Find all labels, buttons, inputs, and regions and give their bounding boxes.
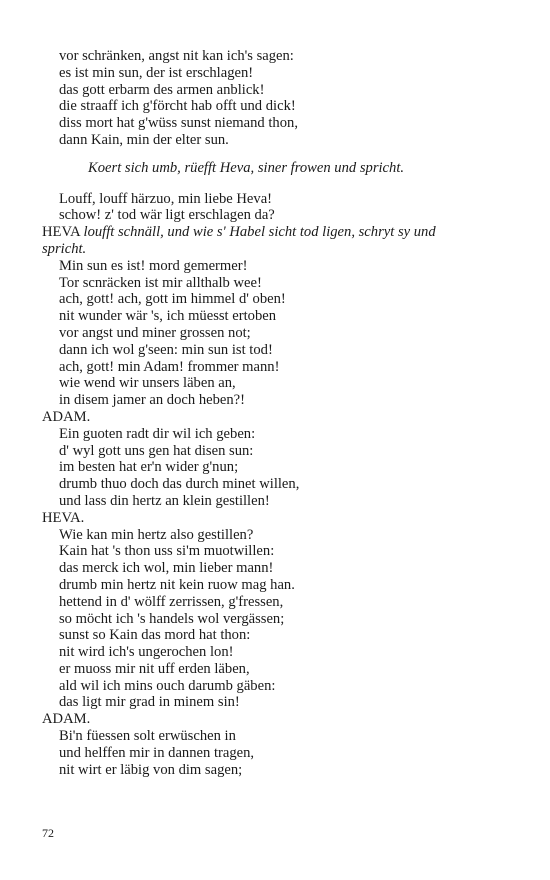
verse-line: so möcht ich 's handels wol vergässen; bbox=[59, 610, 285, 627]
verse-line: drumb thuo doch das durch minet willen, bbox=[59, 476, 300, 493]
verse-line: vor angst und miner grossen not; bbox=[59, 324, 251, 341]
verse-line: Tor scnräcken ist mir allthalb wee! bbox=[59, 274, 262, 291]
verse-block-5 bbox=[42, 527, 512, 712]
verse-line: Kain hat 's thon uss si'm muotwillen: bbox=[59, 543, 275, 560]
verse-line: wie wend wir unsers läben an, bbox=[59, 375, 236, 392]
verse-line: drumb min hertz nit kein ruow mag han. bbox=[59, 576, 295, 593]
verse-line: das gott erbarm des armen anblick! bbox=[59, 81, 265, 98]
verse-block-3 bbox=[42, 258, 512, 409]
verse-line: dann ich wol g'seen: min sun ist tod! bbox=[59, 341, 273, 358]
verse-block-1 bbox=[42, 48, 512, 149]
verse-line: diss mort hat g'wüss sunst niemand thon, bbox=[59, 115, 298, 132]
speaker-heading-heva bbox=[42, 224, 512, 241]
verse-line: ach, gott! min Adam! frommer mann! bbox=[59, 358, 280, 375]
verse-line: nit wirt er läbig von dim sagen; bbox=[59, 761, 243, 778]
verse-line: hettend in d' wölff zerrissen, g'fressen, bbox=[59, 593, 284, 610]
verse-line: ach, gott! ach, gott im himmel d' oben! bbox=[59, 291, 286, 308]
verse-line: sunst so Kain das mord hat thon: bbox=[59, 627, 251, 644]
verse-block-4 bbox=[42, 426, 512, 510]
speaker-heading-adam: ADAM. bbox=[42, 711, 91, 728]
verse-line: das ligt mir grad in minem sin! bbox=[59, 694, 240, 711]
inline-stage-direction: loufft schnäll, und wie s' Habel sicht tod ligen, schryt sy und bbox=[83, 224, 436, 241]
verse-line: d' wyl gott uns gen hat disen sun: bbox=[59, 442, 254, 459]
verse-line: nit wunder wär 's, ich müesst ertoben bbox=[59, 308, 277, 325]
verse-line: Bi'n füessen solt erwüschen in bbox=[59, 728, 236, 745]
speaker-name: HEVA bbox=[42, 224, 80, 241]
verse-line: die straaff ich g'förcht hab offt und dick! bbox=[59, 98, 296, 115]
verse-line: Wie kan min hertz also gestillen? bbox=[59, 526, 254, 543]
stage-direction: Koert sich umb, rüefft Heva, siner frowen und spricht. bbox=[88, 159, 405, 176]
verse-line: Min sun es ist! mord gemermer! bbox=[59, 257, 248, 274]
speaker-heading-adam: ADAM. bbox=[42, 408, 91, 425]
verse-line: Ein guoten radt dir wil ich geben: bbox=[59, 425, 256, 442]
verse-line: er muoss mir nit uff erden läben, bbox=[59, 660, 250, 677]
verse-line: das merck ich wol, min lieber mann! bbox=[59, 560, 274, 577]
verse-line: ald wil ich mins ouch darumb gäben: bbox=[59, 677, 276, 694]
page-number: 72 bbox=[42, 826, 54, 840]
verse-line: vor schränken, angst nit kan ich's sagen: bbox=[59, 48, 294, 64]
verse-line: und lass din hertz an klein gestillen! bbox=[59, 492, 270, 509]
verse-line: und helffen mir in dannen tragen, bbox=[59, 744, 255, 761]
verse-block-2 bbox=[42, 191, 512, 225]
verse-line: schow! z' tod wär ligt erschlagen da? bbox=[59, 207, 275, 224]
verse-line: nit wird ich's ungerochen lon! bbox=[59, 644, 234, 661]
text-page bbox=[42, 48, 512, 778]
verse-line: im besten hat er'n wider g'nun; bbox=[59, 459, 239, 476]
verse-line: in disem jamer an doch heben?! bbox=[59, 392, 245, 409]
inline-stage-direction-continued: spricht. bbox=[42, 240, 87, 257]
speaker-heading-heva: HEVA. bbox=[42, 509, 85, 526]
verse-line: es ist min sun, der ist erschlagen! bbox=[59, 64, 254, 81]
verse-line: dann Kain, min der elter sun. bbox=[59, 131, 229, 148]
verse-line: Louff, louff härzuo, min liebe Heva! bbox=[59, 190, 273, 207]
verse-block-6 bbox=[42, 728, 512, 778]
